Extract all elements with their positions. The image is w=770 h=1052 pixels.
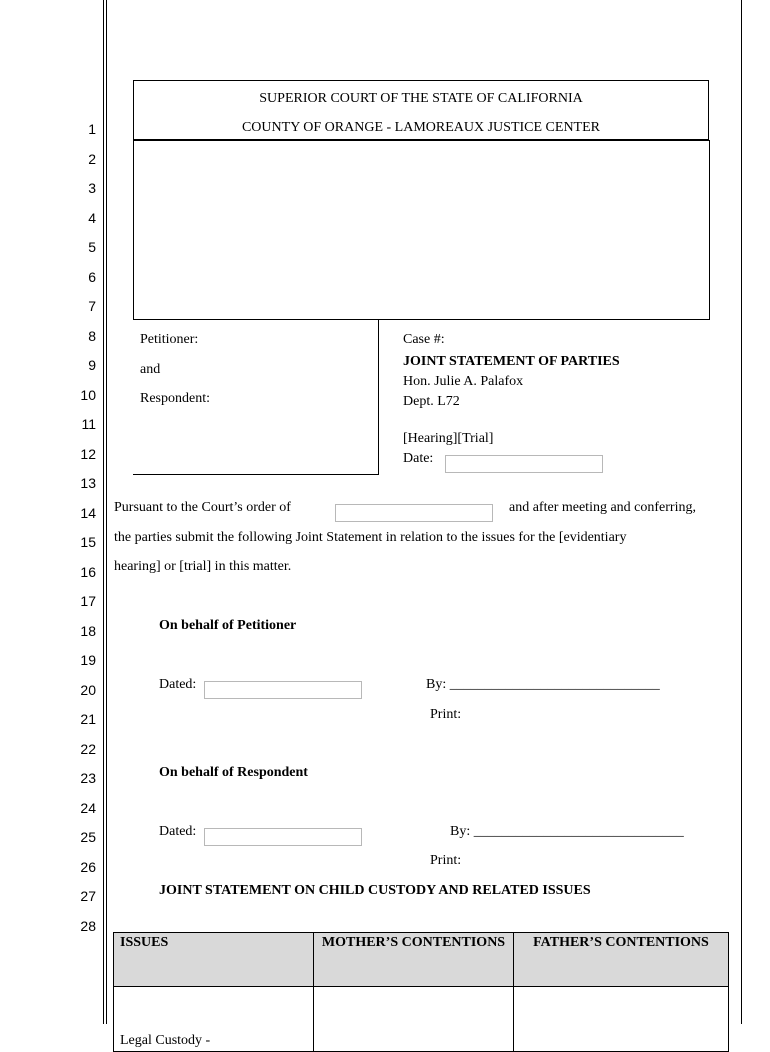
- line-number: 23: [80, 770, 96, 786]
- judge-name: Hon. Julie A. Palafox: [403, 374, 524, 389]
- body-line-14b: and after meeting and conferring,: [509, 500, 696, 515]
- issues-table: [113, 932, 729, 1052]
- date-label: Date:: [403, 451, 434, 466]
- line-number: 22: [80, 740, 96, 757]
- respondent-dated-label: Dated:: [159, 824, 197, 839]
- petitioner-dated-field[interactable]: [204, 681, 362, 699]
- line-number: 27: [80, 888, 96, 904]
- petitioner-heading: On behalf of Petitioner: [159, 618, 297, 633]
- fathers-contentions-header: FATHER’S CONTENTIONS: [514, 933, 729, 987]
- line-number: 9: [88, 357, 96, 373]
- line-number: 26: [80, 858, 96, 875]
- respondent-print-label: Print:: [430, 853, 462, 868]
- line-number: 7: [88, 298, 96, 314]
- line-number: 4: [88, 209, 96, 226]
- line-number: 17: [80, 593, 96, 609]
- line-number: 25: [80, 829, 96, 845]
- issues-column-header: ISSUES: [114, 933, 314, 987]
- line-number: 16: [80, 563, 96, 580]
- line-number: 15: [80, 534, 96, 550]
- line-number: 11: [81, 416, 96, 432]
- issue-cell: Legal Custody -: [114, 987, 314, 1052]
- line-number: 14: [80, 504, 96, 521]
- case-number-label: Case #:: [403, 332, 445, 347]
- petitioner-label: Petitioner:: [140, 332, 199, 347]
- and-label: and: [140, 362, 161, 377]
- line-number: 20: [80, 681, 96, 698]
- mother-contention-cell[interactable]: [314, 987, 514, 1052]
- court-order-date-field[interactable]: [335, 504, 493, 522]
- line-number: 24: [80, 799, 96, 816]
- father-contention-cell[interactable]: [514, 987, 729, 1052]
- line-number: 6: [88, 268, 96, 285]
- line-number: 1: [88, 121, 96, 137]
- respondent-heading: On behalf of Respondent: [159, 765, 308, 780]
- line-number: 21: [80, 711, 96, 727]
- court-header-box: [133, 80, 709, 140]
- hearing-trial-label: [Hearing][Trial]: [403, 431, 494, 446]
- line-number: 28: [80, 917, 96, 934]
- line-number: 10: [80, 386, 96, 403]
- line-number: 8: [88, 327, 96, 344]
- petitioner-print-label: Print:: [430, 707, 462, 722]
- mothers-contentions-header: MOTHER’S CONTENTIONS: [314, 933, 514, 987]
- body-line-14a: Pursuant to the Court’s order of: [114, 500, 291, 515]
- line-number: 5: [88, 239, 96, 255]
- table-header-row: [114, 933, 729, 987]
- party-caption-bottom-rule: [133, 474, 379, 475]
- line-number: 13: [80, 475, 96, 491]
- respondent-dated-field[interactable]: [204, 828, 362, 846]
- body-line-16: hearing] or [trial] in this matter.: [114, 559, 292, 574]
- petitioner-by-line[interactable]: By: ______________________________: [426, 677, 660, 692]
- hearing-date-field[interactable]: [445, 455, 603, 473]
- margin-rule-left-2: [106, 0, 107, 1024]
- body-line-15: the parties submit the following Joint Statement in relation to the issues for the [evidentiary: [114, 530, 627, 545]
- line-number: 18: [80, 622, 96, 639]
- line-number: 3: [88, 180, 96, 196]
- respondent-label: Respondent:: [140, 391, 210, 406]
- caption-blank-box: [133, 140, 710, 320]
- court-name-line1: SUPERIOR COURT OF THE STATE OF CALIFORNIA: [259, 91, 583, 106]
- table-row: [114, 987, 729, 1052]
- respondent-by-line[interactable]: By: ______________________________: [450, 824, 684, 839]
- line-number: 2: [88, 150, 96, 167]
- margin-rule-left-1: [103, 0, 104, 1024]
- department: Dept. L72: [403, 394, 460, 409]
- line-number: 12: [80, 445, 96, 462]
- margin-rule-right: [741, 0, 742, 1024]
- court-name-line2: COUNTY OF ORANGE - LAMOREAUX JUSTICE CENTER: [241, 120, 601, 135]
- petitioner-dated-label: Dated:: [159, 677, 197, 692]
- party-caption-divider: [378, 320, 379, 474]
- line-number: 19: [80, 652, 96, 668]
- section-title: JOINT STATEMENT ON CHILD CUSTODY AND RELATED ISSUES: [159, 883, 591, 898]
- document-title: JOINT STATEMENT OF PARTIES: [403, 354, 620, 369]
